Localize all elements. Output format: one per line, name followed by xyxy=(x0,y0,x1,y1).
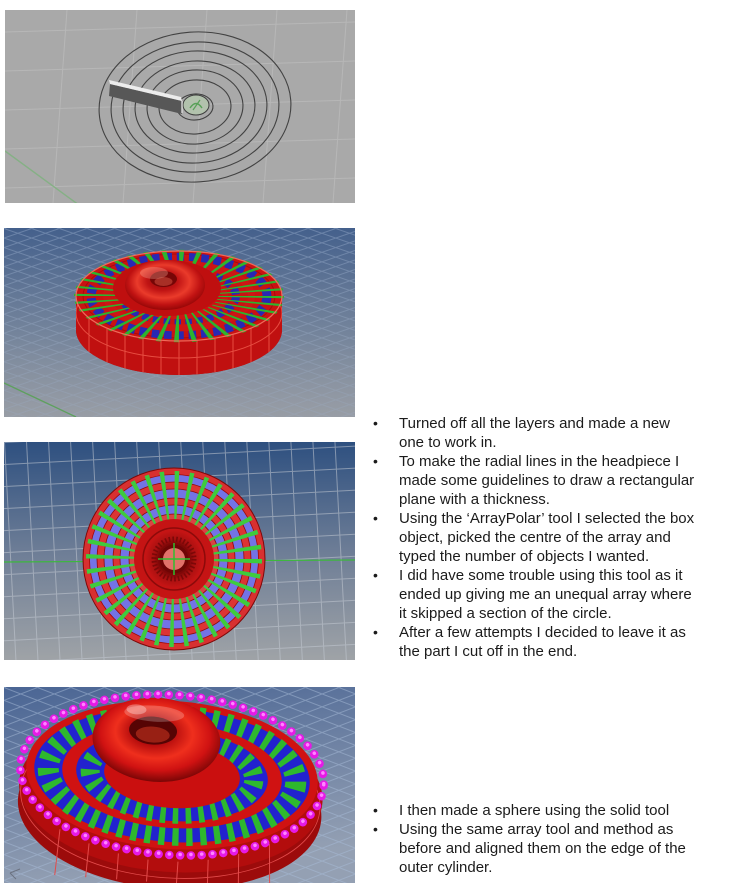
bullet-marker: • xyxy=(373,453,378,469)
center-origin-circle xyxy=(183,95,209,115)
notes-spheres xyxy=(373,801,697,877)
note-item xyxy=(373,820,697,877)
bullet-marker: • xyxy=(373,802,378,818)
viewport-disc-spheres-closeup xyxy=(4,687,355,883)
note-item xyxy=(373,801,697,820)
bullet-marker: • xyxy=(373,415,378,431)
note-text: I then made a sphere using the solid tool xyxy=(399,802,670,819)
bullet-marker: • xyxy=(373,510,378,526)
note-text: I did have some trouble using this tool as it ended up giving me an unequal array where it skipped a section of the circle. xyxy=(399,567,692,622)
note-item xyxy=(373,452,697,509)
bullet-marker: • xyxy=(373,624,378,640)
disc xyxy=(83,468,265,650)
torus xyxy=(134,519,214,599)
note-item xyxy=(373,623,697,661)
torus xyxy=(113,260,221,316)
note-text: To make the radial lines in the headpiece I made some guidelines to draw a rectangular plane with a thickness. xyxy=(399,453,695,508)
viewport-disc-perspective xyxy=(4,228,355,417)
note-text: After a few attempts I decided to leave it as the part I cut off in the end. xyxy=(399,624,686,660)
notes-array-polar xyxy=(373,414,697,661)
note-text: Using the ‘ArrayPolar’ tool I selected the box object, picked the centre of the array and typed the number of objects I wanted. xyxy=(399,510,695,565)
bullet-marker: • xyxy=(373,821,378,837)
viewport-disc-top-view xyxy=(4,442,355,660)
note-item xyxy=(373,509,697,566)
note-text: Turned off all the layers and made a new one to work in. xyxy=(399,415,670,451)
bullet-marker: • xyxy=(373,567,378,583)
note-item xyxy=(373,414,697,452)
viewport-guideline-circles xyxy=(5,10,355,203)
note-item xyxy=(373,566,697,623)
note-text: Using the same array tool and method as before and aligned them on the edge of the outer cylinder. xyxy=(399,821,686,876)
